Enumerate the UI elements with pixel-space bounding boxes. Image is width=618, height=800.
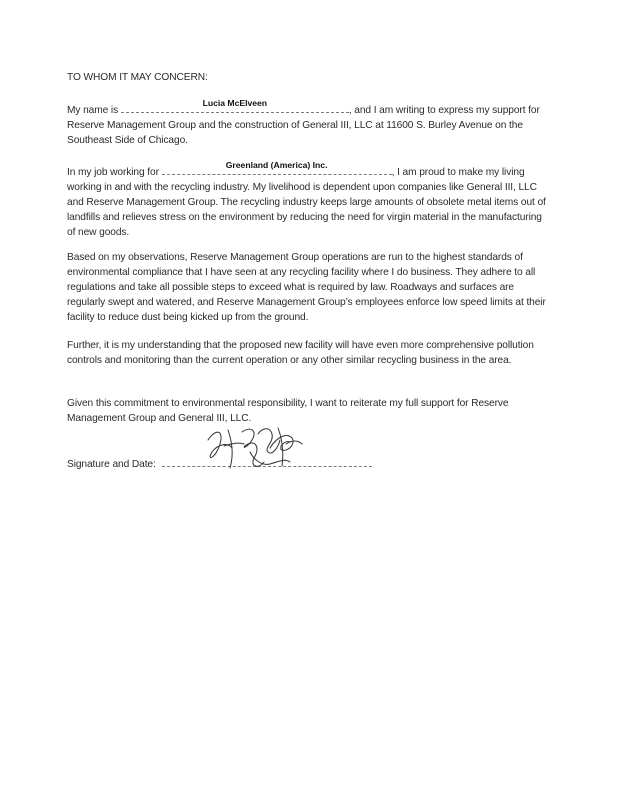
handwritten-name: Lucia McElveen [202, 98, 268, 108]
signature-image [198, 418, 318, 476]
name-field [121, 98, 349, 113]
p1-after: , and I am writing to express my support for Reserve Management Group and the construction of General III, LLC at 11600 S. Burley Avenue on the Southeast Side of Chicago. [67, 105, 540, 146]
paragraph-observations: Based on my observations, Reserve Management Group operations are run to the highest standards of environmental compliance that I have seen at any recycling facility where I do business. They adhere to all regulations and take all possible steps to exceed what is required by law. Roadways and surfaces are regularly swept and watered, and Reserve Management Group’s employees enforce low speed limits at their facility to reduce dust being kicked up from the ground. [67, 252, 546, 323]
handwritten-company: Greenland (America) Inc. [225, 160, 328, 170]
p1-before: My name is [67, 105, 119, 116]
signature-label: Signature and Date: [67, 459, 156, 470]
paragraph-employer [67, 160, 547, 240]
paragraph-facility: Further, it is my understanding that the proposed new facility will have even more comprehensive pollution controls and monitoring than the current operation or any other similar recycling business in the area. [67, 340, 534, 366]
company-field [162, 160, 392, 175]
p2-after: , I am proud to make my living working in and with the recycling industry. My livelihood is dependent upon companies like General III, LLC and Reserve Management Group. The recycling industry keeps large amounts of obsolete metal items out of landfills and relieves stress on the environment by reducing the need for virgin material in the manufacturing of new goods. [67, 167, 546, 238]
paragraph-commitment: Given this commitment to environmental responsibility, I want to reiterate my full support for Reserve Management Group and General III, LLC. [67, 398, 509, 424]
paragraph-name [67, 98, 547, 148]
salutation: TO WHOM IT MAY CONCERN: [67, 72, 208, 83]
p2-before: In my job working for [67, 167, 159, 178]
